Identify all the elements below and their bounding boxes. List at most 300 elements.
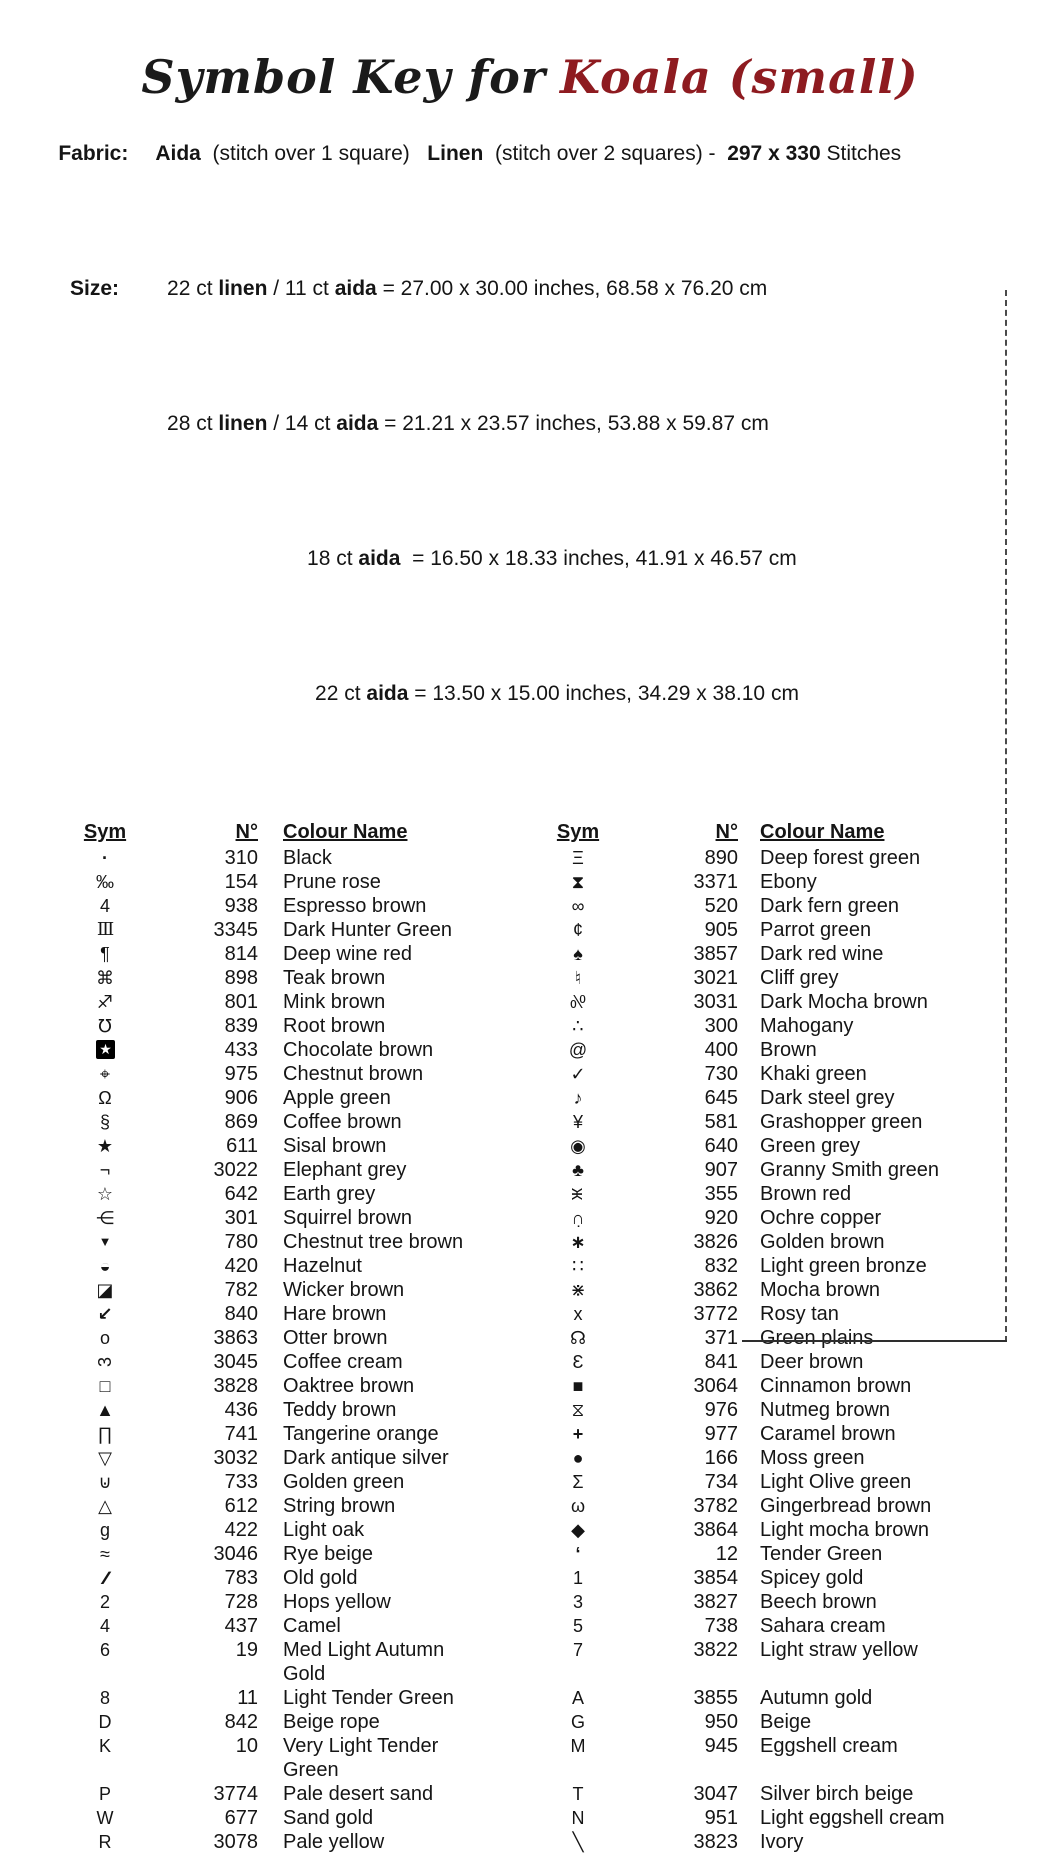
symbol-glyph: ♐ — [96, 991, 114, 1012]
symbol-glyph: x — [573, 1303, 583, 1324]
colour-name: Nutmeg brown — [760, 1398, 891, 1421]
symbol-glyph: 4 — [99, 895, 110, 916]
colour-name: Dark fern green — [760, 894, 899, 917]
dmc-number: 301 — [224, 1206, 258, 1229]
table-row — [65, 1566, 1060, 1590]
symbol-glyph: 6 — [99, 1639, 110, 1660]
key-entry — [65, 990, 488, 1014]
title-pattern-name: Koala (small) — [560, 50, 919, 104]
colour-name: Golden brown — [760, 1230, 885, 1253]
colour-name: Rye beige — [283, 1542, 374, 1565]
fabric-linen-note: (stitch over 2 squares) - — [483, 141, 728, 165]
symbol-glyph: □ — [99, 1375, 111, 1396]
colour-name: Cinnamon brown — [760, 1374, 912, 1397]
colour-name: Oaktree brown — [283, 1374, 415, 1397]
symbol-glyph: ▼ — [98, 1233, 112, 1249]
header-colour-name: Colour Name — [760, 820, 885, 843]
symbol-glyph: ■ — [572, 1375, 584, 1396]
symbol-glyph: P — [98, 1783, 111, 1804]
colour-name: Sahara cream — [760, 1614, 886, 1637]
key-entry — [65, 1134, 488, 1158]
symbol-glyph: + — [572, 1423, 584, 1444]
dmc-number: 840 — [224, 1302, 258, 1325]
key-entry — [548, 870, 992, 894]
dmc-number: 12 — [715, 1542, 738, 1565]
dmc-number: 814 — [224, 942, 258, 965]
symbol-glyph: 3 — [572, 1591, 583, 1612]
colour-name: Teddy brown — [283, 1398, 397, 1421]
dmc-number: 3854 — [693, 1566, 738, 1589]
symbol-glyph: ⋇ — [570, 1279, 586, 1300]
dmc-number: 907 — [704, 1158, 738, 1181]
table-row — [65, 1158, 1060, 1182]
key-entry — [548, 1278, 992, 1302]
key-entry — [65, 1398, 488, 1422]
symbol-glyph: o — [99, 1327, 110, 1348]
dmc-number: 3857 — [693, 942, 738, 965]
key-entry — [65, 918, 488, 942]
page-title — [0, 0, 1060, 103]
colour-name: Granny Smith green — [760, 1158, 939, 1181]
key-entry — [548, 1206, 992, 1230]
symbol-glyph: ∞ — [571, 895, 585, 916]
dmc-number: 906 — [224, 1086, 258, 1109]
header-sym: Sym — [83, 820, 127, 843]
colour-name: Hare brown — [283, 1302, 387, 1325]
colour-name: Light straw yellow — [760, 1638, 918, 1661]
key-entry — [548, 942, 992, 966]
symbol-glyph: A — [571, 1687, 584, 1708]
key-entry — [548, 1422, 992, 1446]
key-entry — [548, 990, 992, 1014]
key-entry — [548, 1350, 992, 1374]
dmc-number: 3078 — [213, 1830, 258, 1853]
colour-name: Apple green — [283, 1086, 391, 1109]
symbol-glyph: ¥ — [572, 1111, 583, 1132]
table-row — [65, 1686, 1060, 1710]
symbol-glyph: ♠ — [573, 943, 583, 964]
size-line — [35, 518, 1060, 599]
colour-name: Hazelnut — [283, 1254, 362, 1277]
key-rows — [65, 846, 1060, 1854]
colour-name: Ochre copper — [760, 1206, 882, 1229]
dmc-number: 612 — [224, 1494, 258, 1517]
symbol-glyph: ◆ — [571, 1519, 585, 1540]
key-entry — [65, 1446, 488, 1470]
key-entry — [548, 1566, 992, 1590]
key-entry — [65, 894, 488, 918]
table-row — [65, 846, 1060, 870]
table-row — [65, 1038, 1060, 1062]
dmc-number: 3046 — [213, 1542, 258, 1565]
key-entry — [65, 1278, 488, 1302]
header-right — [548, 820, 992, 844]
dmc-number: 3031 — [693, 990, 738, 1013]
colour-name: Light green bronze — [760, 1254, 927, 1277]
colour-name: Beech brown — [760, 1590, 877, 1613]
key-entry — [65, 1038, 488, 1062]
key-entry — [548, 1830, 992, 1854]
dmc-number: 905 — [704, 918, 738, 941]
key-entry — [65, 1110, 488, 1134]
dmc-number: 898 — [224, 966, 258, 989]
symbol-glyph: ♣ — [572, 1159, 584, 1180]
symbol-glyph: ¬ — [99, 1159, 111, 1180]
table-row — [65, 1710, 1060, 1734]
symbol-glyph: Ⅲ — [96, 918, 114, 940]
colour-name: Old gold — [283, 1566, 358, 1589]
colour-name: Squirrel brown — [283, 1206, 412, 1229]
key-entry — [548, 1374, 992, 1398]
key-entry — [65, 1542, 488, 1566]
symbol-glyph: ╲ — [572, 1831, 584, 1852]
key-entry — [65, 1302, 488, 1326]
symbol-glyph: ★ — [96, 1040, 115, 1059]
table-row — [65, 1806, 1060, 1830]
symbol-glyph: W — [96, 1807, 114, 1828]
key-entry — [548, 1782, 992, 1806]
table-row — [65, 1782, 1060, 1806]
key-entry — [548, 1326, 992, 1350]
dmc-number: 640 — [704, 1134, 738, 1157]
dmc-number: 520 — [704, 894, 738, 917]
table-row — [65, 990, 1060, 1014]
key-entry — [65, 1374, 488, 1398]
size-info-block — [0, 194, 1060, 788]
colour-name: Chestnut tree brown — [283, 1230, 464, 1253]
symbol-glyph: 4 — [99, 1615, 110, 1636]
symbol-glyph: g — [99, 1519, 110, 1540]
colour-name: Sisal brown — [283, 1134, 387, 1157]
key-entry — [548, 1398, 992, 1422]
symbol-glyph: ∕∕ — [103, 1567, 106, 1588]
dmc-number: 166 — [704, 1446, 738, 1469]
key-entry — [548, 918, 992, 942]
dmc-number: 3822 — [693, 1638, 738, 1661]
symbol-glyph: 7 — [572, 1639, 583, 1660]
key-entry — [548, 1254, 992, 1278]
colour-name: Dark red wine — [760, 942, 884, 965]
symbol-glyph: ≈ — [100, 1543, 110, 1564]
key-entry — [548, 1686, 992, 1710]
colour-name: Tender Green — [760, 1542, 883, 1565]
key-entry — [548, 1158, 992, 1182]
dmc-number: 3064 — [693, 1374, 738, 1397]
key-entry — [65, 942, 488, 966]
size-label-spacer — [70, 410, 167, 437]
symbol-glyph: ⊍ — [98, 1471, 112, 1492]
table-row — [65, 1254, 1060, 1278]
colour-name: Earth grey — [283, 1182, 376, 1205]
key-entry — [65, 1254, 488, 1278]
key-entry — [548, 1038, 992, 1062]
dmc-number: 10 — [235, 1734, 258, 1757]
dmc-number: 300 — [704, 1014, 738, 1037]
table-right-border — [1005, 290, 1007, 1342]
size-text: 22 ct — [167, 276, 219, 300]
key-entry — [548, 1638, 992, 1662]
dmc-number: 310 — [224, 846, 258, 869]
table-row — [65, 1446, 1060, 1470]
colour-name: Hops yellow — [283, 1590, 391, 1613]
symbol-glyph: ▲ — [96, 1399, 114, 1420]
dmc-number: 3022 — [213, 1158, 258, 1181]
dmc-number: 3828 — [213, 1374, 258, 1397]
symbol-glyph: △ — [98, 1495, 112, 1516]
symbol-glyph: ⧖ — [571, 1399, 585, 1420]
colour-name: Caramel brown — [760, 1422, 896, 1445]
colour-name: String brown — [283, 1494, 396, 1517]
colour-name: Khaki green — [760, 1062, 867, 1085]
colour-name: Light oak — [283, 1518, 365, 1541]
key-entry — [548, 1590, 992, 1614]
symbol-glyph: ∏ — [97, 1423, 113, 1444]
size-label: Size: — [70, 276, 120, 300]
symbol-glyph: ★ — [96, 1135, 114, 1156]
colour-name: Sand gold — [283, 1806, 374, 1829]
fabric-aida: Aida — [155, 141, 201, 165]
key-entry — [65, 1062, 488, 1086]
colour-name: Eggshell cream — [760, 1734, 898, 1757]
key-entry — [548, 1734, 992, 1758]
colour-name: Deer brown — [760, 1350, 864, 1373]
symbol-glyph: ☊ — [570, 1327, 586, 1348]
dmc-number: 642 — [224, 1182, 258, 1205]
dmc-number: 3047 — [693, 1782, 738, 1805]
table-row — [65, 1206, 1060, 1230]
dmc-number: 734 — [704, 1470, 738, 1493]
colour-name: Camel — [283, 1614, 341, 1637]
colour-name: Espresso brown — [283, 894, 427, 917]
symbol-glyph: D — [98, 1711, 112, 1732]
table-row — [65, 1734, 1060, 1782]
table-row — [65, 1590, 1060, 1614]
symbol-glyph: ◉ — [570, 1135, 586, 1156]
dmc-number: 841 — [704, 1350, 738, 1373]
dmc-number: 3772 — [693, 1302, 738, 1325]
symbol-glyph: ⧗ — [571, 871, 585, 892]
size-text: = 21.21 x 23.57 inches, 53.88 x 59.87 cm — [378, 411, 769, 435]
colour-name: Parrot green — [760, 918, 872, 941]
size-line — [35, 653, 1060, 734]
colour-name: Ebony — [760, 870, 817, 893]
dmc-number: 951 — [704, 1806, 738, 1829]
symbol-glyph: ♮ — [574, 967, 582, 988]
symbol-glyph: ◪ — [96, 1279, 114, 1300]
key-entry — [548, 1086, 992, 1110]
key-entry — [548, 1614, 992, 1638]
colour-name: Dark antique silver — [283, 1446, 449, 1469]
colour-name: Ivory — [760, 1830, 804, 1853]
dmc-number: 945 — [704, 1734, 738, 1757]
colour-name: Brown — [760, 1038, 817, 1061]
colour-name: Chestnut brown — [283, 1062, 424, 1085]
key-entry — [65, 1518, 488, 1542]
table-row — [65, 870, 1060, 894]
key-entry — [65, 1230, 488, 1254]
symbol-glyph: ж — [568, 1187, 588, 1200]
dmc-number: 433 — [224, 1038, 258, 1061]
colour-name: Pale yellow — [283, 1830, 385, 1853]
size-text: aida — [358, 546, 401, 570]
key-entry — [548, 1494, 992, 1518]
key-entry — [65, 1566, 488, 1590]
symbol-glyph: ✓ — [570, 1063, 586, 1084]
key-entry — [65, 870, 488, 894]
fabric-aida-note: (stitch over 1 square) — [200, 141, 428, 165]
symbol-glyph: G — [570, 1711, 585, 1732]
dmc-number: 839 — [224, 1014, 258, 1037]
colour-name: Mocha brown — [760, 1278, 881, 1301]
symbol-glyph: 3 — [95, 1356, 115, 1367]
key-entry — [548, 894, 992, 918]
table-row — [65, 942, 1060, 966]
table-row — [65, 1494, 1060, 1518]
dmc-number: 3827 — [693, 1590, 738, 1613]
symbol-glyph: ☆ — [96, 1183, 114, 1204]
table-row — [65, 1374, 1060, 1398]
symbol-glyph: R — [98, 1831, 112, 1852]
dmc-number: 950 — [704, 1710, 738, 1733]
key-entry — [548, 1518, 992, 1542]
colour-name: Wicker brown — [283, 1278, 405, 1301]
symbol-glyph: Σ — [572, 1471, 584, 1492]
colour-name: Light Tender Green — [283, 1686, 454, 1709]
dmc-number: 420 — [224, 1254, 258, 1277]
dmc-number: 3862 — [693, 1278, 738, 1301]
colour-name: Deep forest green — [760, 846, 921, 869]
key-entry — [65, 1806, 488, 1830]
table-row — [65, 1398, 1060, 1422]
dmc-number: 3826 — [693, 1230, 738, 1253]
dmc-number: 355 — [704, 1182, 738, 1205]
dmc-number: 728 — [224, 1590, 258, 1613]
key-entry — [548, 1470, 992, 1494]
size-text: aida — [334, 276, 377, 300]
table-row — [65, 1350, 1060, 1374]
stitch-count: 297 x 330 — [727, 141, 821, 165]
symbol-glyph: Ɛ — [572, 1351, 584, 1372]
key-entry — [65, 1014, 488, 1038]
key-entry — [65, 1206, 488, 1230]
colour-name: Golden green — [283, 1470, 405, 1493]
key-entry — [65, 1830, 488, 1854]
table-row — [65, 918, 1060, 942]
colour-name: Light eggshell cream — [760, 1806, 945, 1829]
symbol-glyph: ∴ — [572, 1015, 584, 1036]
dmc-number: 842 — [224, 1710, 258, 1733]
colour-name: Green plains — [760, 1326, 874, 1349]
dmc-number: 938 — [224, 894, 258, 917]
size-text: = 27.00 x 30.00 inches, 68.58 x 76.20 cm — [376, 276, 768, 300]
symbol-glyph: ♪ — [573, 1087, 583, 1108]
colour-name: Mink brown — [283, 990, 386, 1013]
colour-name: Prune rose — [283, 870, 381, 893]
table-row — [65, 1422, 1060, 1446]
symbol-glyph: N — [571, 1807, 585, 1828]
key-entry — [65, 1638, 488, 1686]
header-number: N° — [715, 820, 738, 843]
table-bottom-border — [742, 1340, 1007, 1342]
symbol-glyph: 5 — [572, 1615, 583, 1636]
header-number: N° — [235, 820, 258, 843]
dmc-number: 437 — [224, 1614, 258, 1637]
table-row — [65, 1230, 1060, 1254]
key-entry — [65, 1422, 488, 1446]
colour-name: Otter brown — [283, 1326, 388, 1349]
size-text: linen — [218, 411, 268, 435]
key-entry — [548, 1230, 992, 1254]
table-row — [65, 1134, 1060, 1158]
dmc-number: 3774 — [213, 1782, 258, 1805]
dmc-number: 3855 — [693, 1686, 738, 1709]
key-entry — [548, 1110, 992, 1134]
symbol-glyph: 1 — [572, 1567, 583, 1588]
dmc-number: 3371 — [693, 870, 738, 893]
symbol-glyph: ‘ — [575, 1543, 581, 1564]
table-row — [65, 1014, 1060, 1038]
size-text: 18 ct — [307, 546, 359, 570]
dmc-number: 977 — [704, 1422, 738, 1445]
size-text: 22 ct — [315, 681, 367, 705]
key-entry — [65, 1710, 488, 1734]
table-row — [65, 1326, 1060, 1350]
key-entry — [548, 1182, 992, 1206]
key-entry — [548, 1806, 992, 1830]
table-row — [65, 1182, 1060, 1206]
colour-name: Black — [283, 846, 332, 869]
symbol-glyph: Ξ — [572, 847, 584, 868]
header-colour-name: Colour Name — [283, 820, 408, 843]
dmc-number: 733 — [224, 1470, 258, 1493]
colour-name: Moss green — [760, 1446, 865, 1469]
key-entry — [548, 1542, 992, 1566]
colour-name: Gingerbread brown — [760, 1494, 932, 1517]
key-entry — [65, 1182, 488, 1206]
colour-name: Beige rope — [283, 1710, 380, 1733]
colour-name: Mahogany — [760, 1014, 854, 1037]
key-entry — [65, 1470, 488, 1494]
symbol-glyph: · — [102, 847, 108, 868]
size-text: linen — [218, 276, 268, 300]
symbol-key-table — [0, 820, 1060, 1854]
key-entry — [65, 1326, 488, 1350]
symbol-glyph: ℧ — [98, 1015, 112, 1036]
key-entry — [65, 846, 488, 870]
colour-name: Light Olive green — [760, 1470, 912, 1493]
dmc-number: 3864 — [693, 1518, 738, 1541]
dmc-number: 801 — [224, 990, 258, 1013]
key-entry — [65, 1350, 488, 1374]
dmc-number: 371 — [704, 1326, 738, 1349]
colour-name: Coffee brown — [283, 1110, 402, 1133]
dmc-number: 975 — [224, 1062, 258, 1085]
dmc-number: 738 — [704, 1614, 738, 1637]
table-row — [65, 1542, 1060, 1566]
key-entry — [65, 1734, 488, 1782]
table-row — [65, 1062, 1060, 1086]
symbol-glyph: ∗ — [570, 1231, 586, 1252]
dmc-number: 783 — [224, 1566, 258, 1589]
dmc-number: 782 — [224, 1278, 258, 1301]
key-entry — [65, 1614, 488, 1638]
dmc-number: 741 — [224, 1422, 258, 1445]
key-entry — [548, 846, 992, 870]
colour-name: Cliff grey — [760, 966, 839, 989]
symbol-glyph: 2 — [99, 1591, 110, 1612]
key-entry — [548, 966, 992, 990]
dmc-number: 3823 — [693, 1830, 738, 1853]
